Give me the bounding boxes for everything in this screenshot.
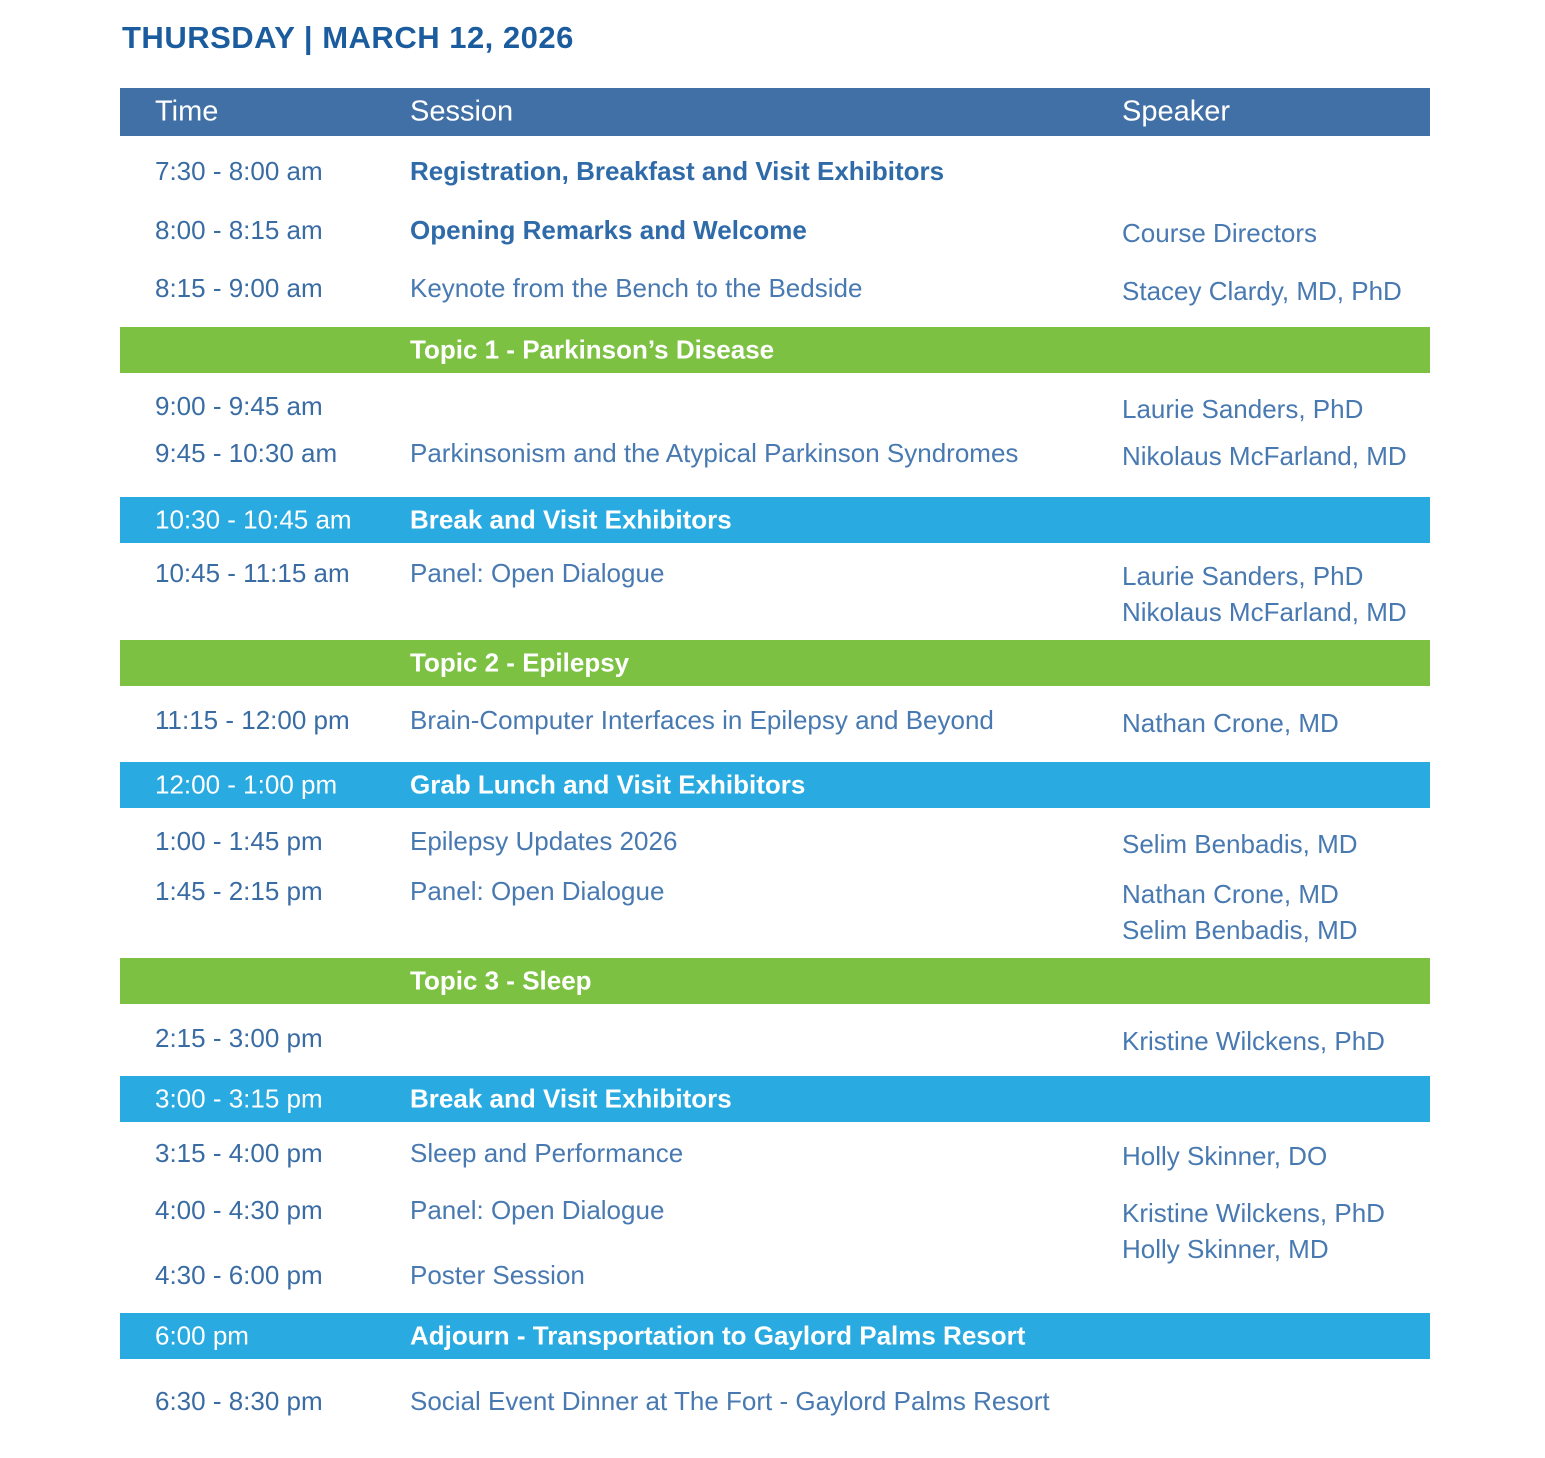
- break-time: 10:30 - 10:45 am: [155, 504, 352, 535]
- break-time: 12:00 - 1:00 pm: [155, 769, 338, 800]
- header-session: Session: [410, 95, 514, 128]
- speaker-name: Course Directors: [1122, 218, 1318, 248]
- row-session: Panel: Open Dialogue: [410, 558, 665, 588]
- break-label: Grab Lunch and Visit Exhibitors: [410, 769, 806, 800]
- row-time: 3:15 - 4:00 pm: [155, 1138, 323, 1168]
- schedule-row-social-dinner: [120, 1386, 1430, 1422]
- row-session: Keynote from the Bench to the Bedside: [410, 273, 863, 303]
- break-time: 6:00 pm: [155, 1320, 249, 1351]
- row-time: 4:30 - 6:00 pm: [155, 1260, 323, 1290]
- row-time: 8:00 - 8:15 am: [155, 215, 323, 245]
- row-time: 8:15 - 9:00 am: [155, 273, 323, 303]
- row-speakers: [1122, 558, 1422, 630]
- row-time: 1:00 - 1:45 pm: [155, 826, 323, 856]
- row-time: 4:00 - 4:30 pm: [155, 1195, 323, 1225]
- row-speakers: [1122, 438, 1422, 474]
- schedule-row-bci: [120, 705, 1430, 741]
- row-time: 10:45 - 11:15 am: [155, 558, 350, 588]
- break-banner-morning: [120, 497, 1430, 543]
- schedule-row-keynote: [120, 273, 1430, 309]
- row-time: 2:15 - 3:00 pm: [155, 1023, 323, 1053]
- schedule-row-panel-sleep: [120, 1195, 1430, 1264]
- row-speakers: [1122, 705, 1422, 741]
- row-time: 11:15 - 12:00 pm: [155, 705, 350, 735]
- topic-banner-sleep: [120, 958, 1430, 1004]
- row-time: 6:30 - 8:30 pm: [155, 1386, 323, 1416]
- speaker-name: Laurie Sanders, PhD: [1122, 394, 1364, 424]
- row-time: 9:00 - 9:45 am: [155, 391, 323, 421]
- row-session: Brain-Computer Interfaces in Epilepsy and Beyond: [410, 705, 994, 735]
- speaker-name: Selim Benbadis, MD: [1122, 915, 1358, 945]
- topic-label: Topic 1 - Parkinson’s Disease: [410, 334, 775, 365]
- header-time: Time: [155, 95, 219, 128]
- speaker-name: Kristine Wilckens, PhD: [1122, 1026, 1385, 1056]
- row-speakers: [1122, 876, 1422, 948]
- schedule-row-registration: [120, 156, 1430, 192]
- row-session: Registration, Breakfast and Visit Exhibitors: [410, 156, 945, 186]
- row-session: Epilepsy Updates 2026: [410, 826, 678, 856]
- table-header-bar: [120, 88, 1430, 136]
- header-speaker: Speaker: [1122, 95, 1231, 128]
- row-time: 9:45 - 10:30 am: [155, 438, 338, 468]
- row-session: Panel: Open Dialogue: [410, 876, 665, 906]
- speaker-name: Stacey Clardy, MD, PhD: [1122, 276, 1402, 306]
- break-banner-adjourn: [120, 1313, 1430, 1359]
- row-time: 7:30 - 8:00 am: [155, 156, 323, 186]
- speaker-name: Holly Skinner, MD: [1122, 1234, 1329, 1264]
- row-speakers: [1122, 1138, 1422, 1174]
- row-session: Social Event Dinner at The Fort - Gaylord Palms Resort: [410, 1386, 1050, 1416]
- row-speakers: [1122, 1023, 1422, 1059]
- topic-banner-parkinsons: [120, 327, 1430, 373]
- break-banner-afternoon: [120, 1076, 1430, 1122]
- schedule-row-opening-remarks: [120, 215, 1430, 251]
- row-session: Opening Remarks and Welcome: [410, 215, 807, 245]
- row-session: Parkinsonism and the Atypical Parkinson Syndromes: [410, 438, 1019, 468]
- topic-label: Topic 2 - Epilepsy: [410, 647, 630, 678]
- topic-label: Topic 3 - Sleep: [410, 965, 592, 996]
- break-label: Break and Visit Exhibitors: [410, 504, 732, 535]
- schedule-row-sleep-1: [120, 1023, 1430, 1059]
- schedule-row-epilepsy-updates: [120, 826, 1430, 862]
- row-session: Sleep and Performance: [410, 1138, 684, 1168]
- row-time: 1:45 - 2:15 pm: [155, 876, 323, 906]
- schedule-row-panel-parkinsons: [120, 558, 1430, 627]
- row-session: Poster Session: [410, 1260, 585, 1290]
- break-time: 3:00 - 3:15 pm: [155, 1083, 323, 1114]
- schedule-row-panel-epilepsy: [120, 876, 1430, 945]
- row-speakers: [1122, 826, 1422, 862]
- schedule-row-poster-session: [120, 1260, 1430, 1296]
- break-banner-lunch: [120, 762, 1430, 808]
- topic-banner-epilepsy: [120, 640, 1430, 686]
- row-speakers: [1122, 215, 1422, 251]
- schedule-row-parkinsons-1: [120, 391, 1430, 427]
- page-title: THURSDAY | MARCH 12, 2026: [122, 20, 574, 55]
- speaker-name: Nikolaus McFarland, MD: [1122, 597, 1407, 627]
- schedule-row-parkinsonism: [120, 438, 1430, 474]
- schedule-row-sleep-performance: [120, 1138, 1430, 1174]
- speaker-name: Nathan Crone, MD: [1122, 879, 1339, 909]
- row-session: Panel: Open Dialogue: [410, 1195, 665, 1225]
- row-speakers: [1122, 1195, 1422, 1267]
- speaker-name: Kristine Wilckens, PhD: [1122, 1198, 1385, 1228]
- speaker-name: Nathan Crone, MD: [1122, 708, 1339, 738]
- row-speakers: [1122, 391, 1422, 427]
- speaker-name: Selim Benbadis, MD: [1122, 829, 1358, 859]
- speaker-name: Nikolaus McFarland, MD: [1122, 441, 1407, 471]
- row-speakers: [1122, 273, 1422, 309]
- speaker-name: Holly Skinner, DO: [1122, 1141, 1328, 1171]
- break-label: Break and Visit Exhibitors: [410, 1083, 732, 1114]
- break-label: Adjourn - Transportation to Gaylord Palms Resort: [410, 1320, 1026, 1351]
- speaker-name: Laurie Sanders, PhD: [1122, 561, 1364, 591]
